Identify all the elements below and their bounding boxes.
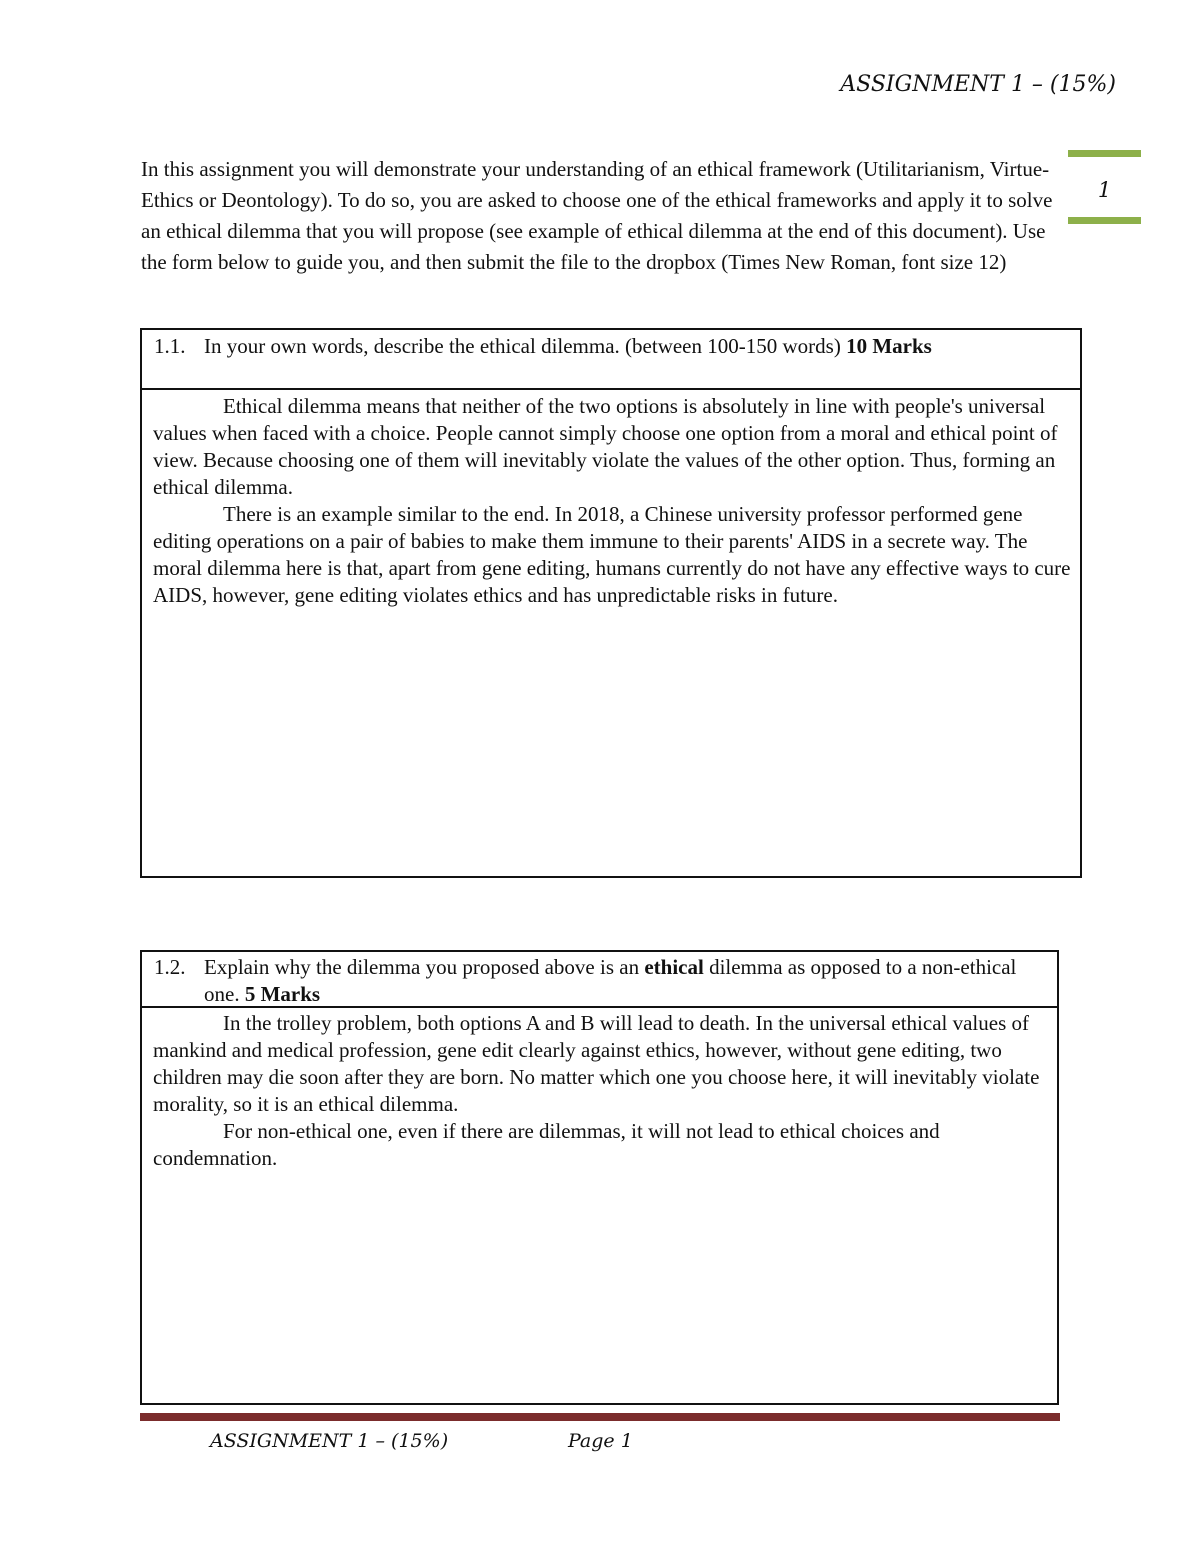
question-box-1-1 [140,328,1082,878]
intro-paragraph: In this assignment you will demonstrate your understanding of an ethical framework (Utilitarianism, Virtue-Ethics or Deontology). To do so, you are asked to choose one of the ethical frameworks and apply it to solve an ethical dilemma that you will propose (see example of ethical dilemma at the end of this document). Use the form below to guide you, and then submit the file to the dropbox (Times New Roman, font size 12) [141,157,1053,274]
question-number: 1.2. [154,955,186,979]
badge-top-bar [1068,150,1141,157]
marks-label: 5 Marks [244,982,321,1006]
question-prompt [204,333,1070,388]
footer-rule [140,1413,1060,1421]
page-number-badge [1068,150,1141,224]
answer-paragraph: For non-ethical one, even if there are dilemmas, it will not lead to ethical choices and condemnation. [153,1119,940,1170]
footer-page-label: Page 1 [568,1430,633,1452]
prompt-text: Explain why the dilemma you proposed above is an [204,955,645,979]
header-title: ASSIGNMENT 1 – (15%) [840,72,1116,97]
prompt-emphasis: ethical [644,955,704,979]
answer-area[interactable] [142,390,1080,609]
answer-paragraph: Ethical dilemma means that neither of the two options is absolutely in line with people's universal values when faced with a choice. People cannot simply choose one option from a moral and ethical point of view. Because choosing one of them will inevitably violate the values of the other option. Thus, forming an ethical dilemma. [153,394,1058,499]
footer-title: ASSIGNMENT 1 – (15%) [210,1430,449,1452]
question-header [142,952,1057,1008]
answer-area[interactable] [142,1008,1057,1172]
question-prompt [204,954,1047,1006]
badge-bottom-bar [1068,217,1141,224]
question-box-1-2 [140,950,1059,1405]
answer-paragraph: In the trolley problem, both options A and B will lead to death. In the universal ethical values of mankind and medical profession, gene edit clearly against ethics, however, without gene editing, two children may die soon after they are born. No matter which one you choose here, it will inevitably violate morality, so it is an ethical dilemma. [153,1011,1040,1116]
question-header [142,330,1080,390]
marks-label: 10 Marks [846,334,932,358]
page-number: 1 [1097,178,1112,202]
question-number: 1.1. [154,334,186,358]
prompt-text: In your own words, describe the ethical dilemma. (between 100-150 words) [204,334,847,358]
prompt-text: dilemma as opposed to a non-ethical one. [204,955,1017,1006]
answer-paragraph: There is an example similar to the end. In 2018, a Chinese university professor performed gene editing operations on a pair of babies to make them immune to their parents' AIDS in a secrete way. The moral dilemma here is that, apart from gene editing, humans currently do not have any effective ways to cure AIDS, however, gene editing violates ethics and has unpredictable risks in future. [153,502,1071,607]
